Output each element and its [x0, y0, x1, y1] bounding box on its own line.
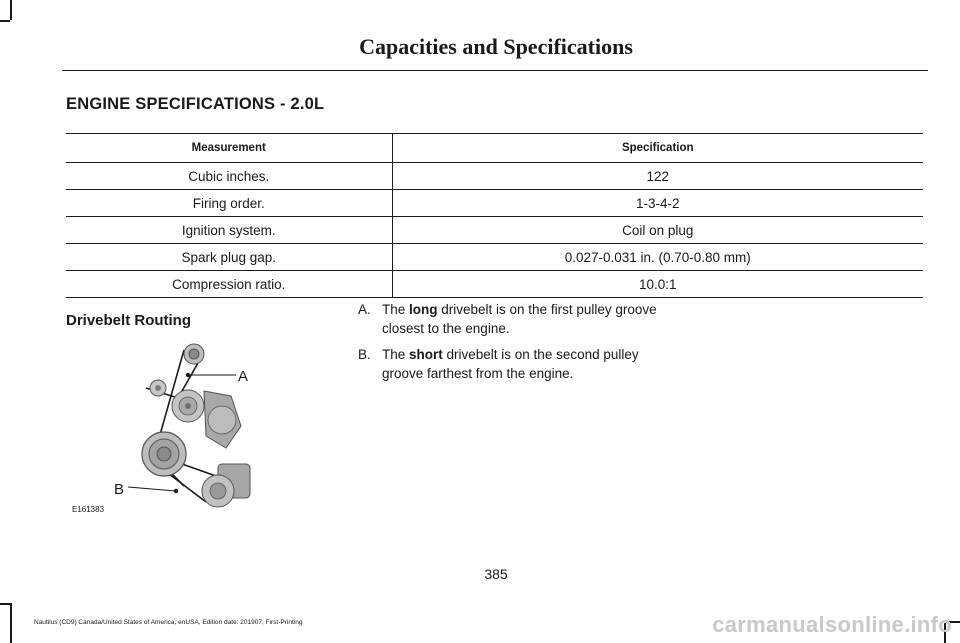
note-letter: A. — [358, 302, 371, 317]
header-rule — [62, 70, 928, 71]
page-number: 385 — [484, 566, 508, 582]
callout-label-a: A — [238, 368, 249, 385]
table-row — [66, 217, 923, 244]
figure-id: E161383 — [72, 505, 105, 514]
drivebelt-illustration — [66, 336, 286, 516]
specification-cell: 122 — [392, 163, 923, 190]
specification-cell: 10.0:1 — [392, 271, 923, 298]
specification-cell: 1-3-4-2 — [392, 190, 923, 217]
alternator-block — [204, 391, 241, 448]
specification-cell: 0.027-0.031 in. (0.70-0.80 mm) — [392, 244, 923, 271]
measurement-cell: Cubic inches. — [66, 163, 392, 190]
measurement-cell: Compression ratio. — [66, 271, 392, 298]
edition-footer: Nautilus (CD9) Canada/United States of America, enUSA, Edition date: 201907, First-Printing — [34, 619, 303, 626]
callout-a — [186, 368, 248, 385]
crop-mark-bottom-left — [10, 605, 12, 643]
drivebelt-notes — [358, 300, 668, 390]
drivebelt-routing-heading: Drivebelt Routing — [66, 312, 192, 329]
table-row — [66, 190, 923, 217]
specification-cell: Coil on plug — [392, 217, 923, 244]
watermark: carmanualsonline.info — [712, 612, 952, 637]
measurement-cell: Spark plug gap. — [66, 244, 392, 271]
page-header-title: Capacities and Specifications — [359, 34, 633, 59]
table-row — [66, 244, 923, 271]
table-row — [66, 163, 923, 190]
small-idler-pulley — [150, 380, 166, 396]
measurement-cell: Ignition system. — [66, 217, 392, 244]
note-text: The short drivebelt is on the second pulley groove farthest from the engine. — [382, 347, 639, 381]
drivebelt-routing-diagram — [66, 336, 286, 516]
table-header-row — [66, 134, 923, 163]
crankshaft-pulley — [142, 432, 186, 476]
table-row — [66, 271, 923, 298]
top-idler-pulley — [184, 344, 204, 364]
ac-compressor — [202, 464, 250, 507]
water-pump-pulley — [172, 390, 204, 422]
column-header-measurement: Measurement — [66, 134, 392, 163]
engine-specs-table — [66, 133, 923, 298]
list-item — [358, 345, 668, 383]
callout-label-b: B — [114, 481, 125, 498]
crop-mark-top-left — [0, 0, 12, 20]
note-letter: B. — [358, 347, 371, 362]
section-title: ENGINE SPECIFICATIONS - 2.0L — [66, 95, 325, 113]
list-item — [358, 300, 668, 338]
callout-b — [114, 481, 178, 498]
crop-mark-bottom-left-h — [0, 603, 12, 605]
crop-mark-top-left-h — [0, 20, 10, 22]
note-text: The long drivebelt is on the first pulley groove closest to the engine. — [382, 302, 657, 336]
column-header-specification: Specification — [392, 134, 923, 163]
measurement-cell: Firing order. — [66, 190, 392, 217]
